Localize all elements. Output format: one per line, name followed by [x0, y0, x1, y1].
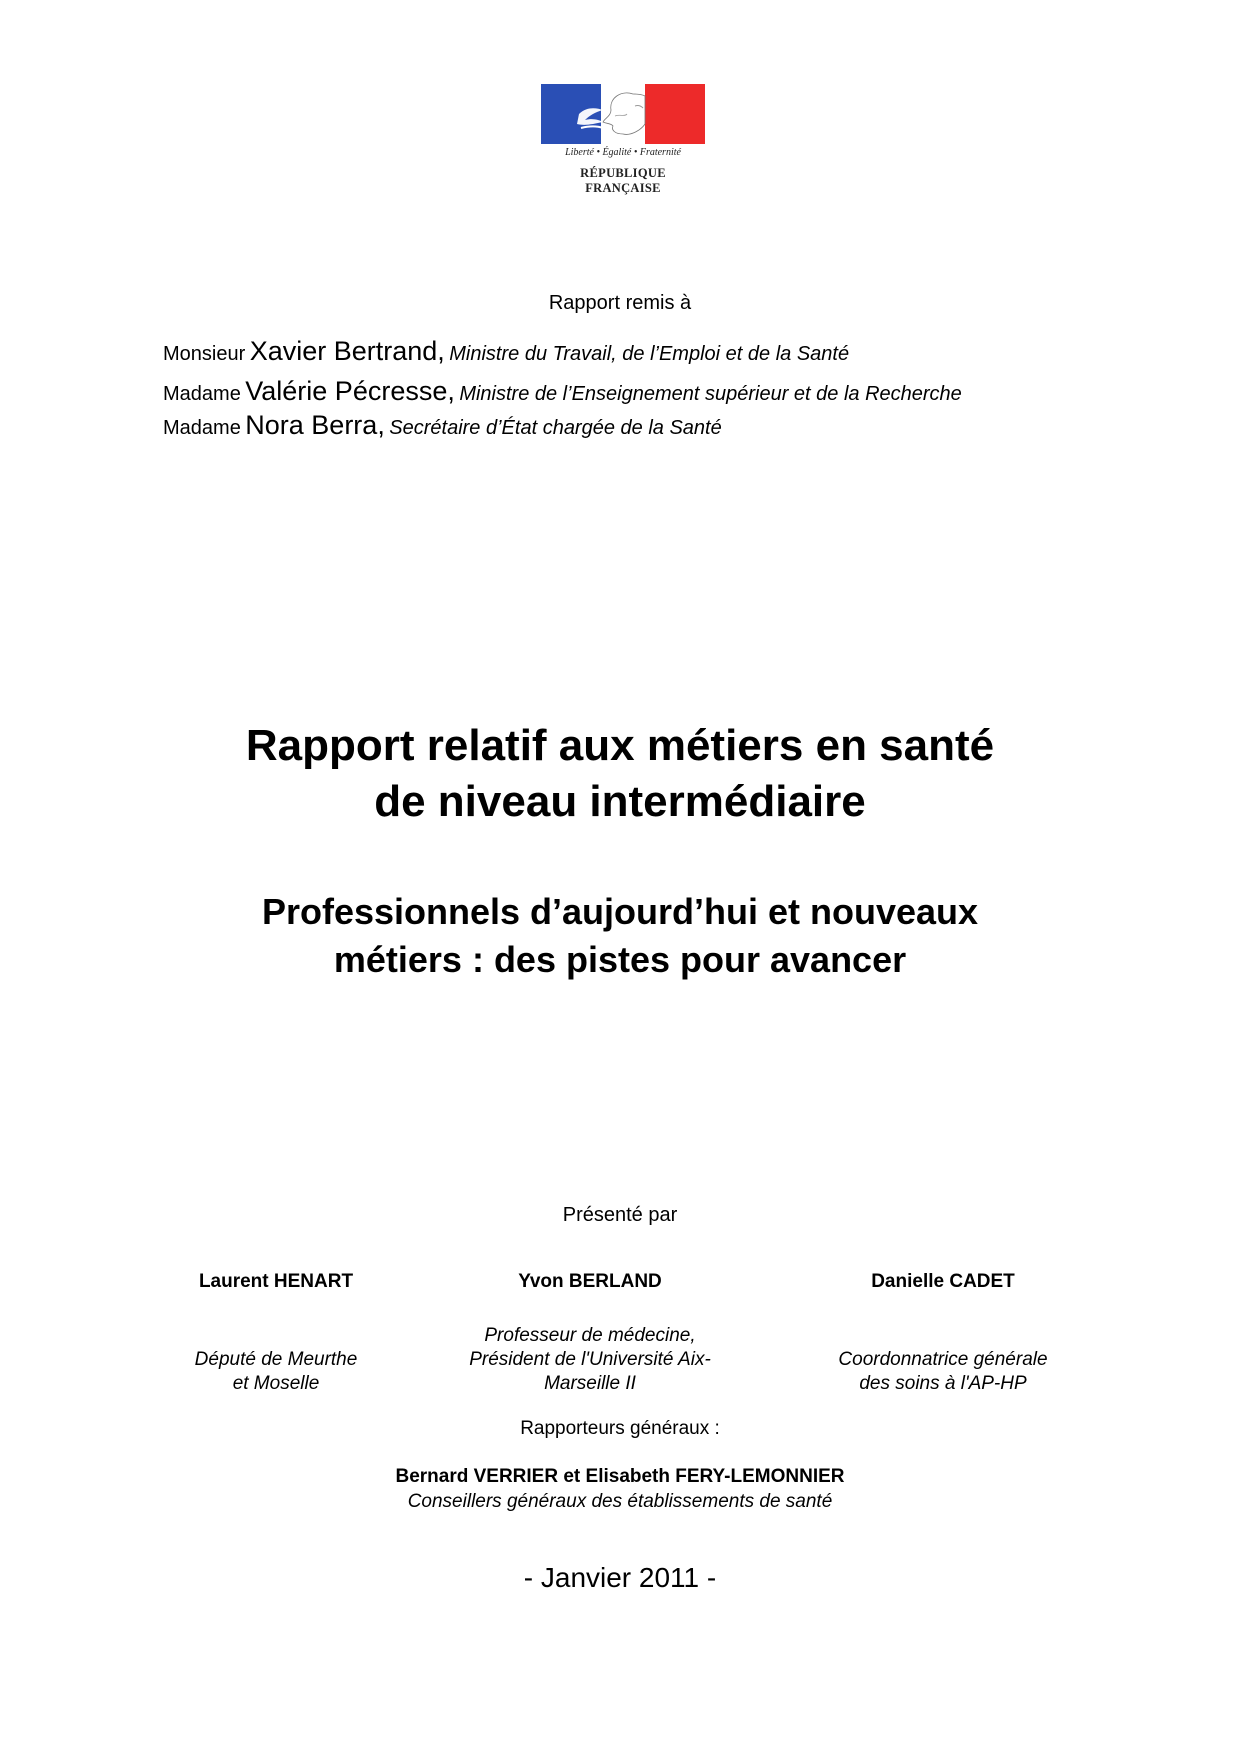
- report-title: [0, 718, 1240, 830]
- author-block: [126, 1270, 426, 1394]
- presented-by-label: Présenté par: [562, 1204, 678, 1226]
- recipient-name: Valérie Pécresse,: [245, 376, 455, 406]
- report-title-line: de niveau intermédiaire: [374, 777, 866, 826]
- marianne-flag-icon: [541, 84, 705, 144]
- author-role: [126, 1348, 426, 1396]
- recipient-line: [163, 336, 849, 367]
- logo-country: RÉPUBLIQUE FRANÇAISE: [580, 166, 666, 195]
- author-name: Laurent HENART: [198, 1271, 354, 1292]
- recipient-name: Xavier Bertrand,: [249, 336, 445, 366]
- author-role: [793, 1348, 1093, 1396]
- rapporteurs-label: Rapporteurs généraux :: [520, 1418, 720, 1439]
- author-block: [793, 1270, 1093, 1394]
- recipient-name: Nora Berra,: [245, 410, 385, 440]
- author-role-line: Président de l'Université Aix-: [469, 1349, 711, 1370]
- recipient-role: Secrétaire d’État chargée de la Santé: [389, 417, 722, 439]
- republique-francaise-logo: [541, 84, 705, 195]
- author-role-line: Coordonnatrice générale: [838, 1349, 1048, 1370]
- recipient-civility: Madame: [163, 383, 241, 405]
- report-date: - Janvier 2011 -: [523, 1562, 717, 1593]
- report-subtitle: [0, 888, 1240, 984]
- author-role: [440, 1324, 740, 1396]
- author-role-line: Professeur de médecine,: [484, 1325, 696, 1346]
- recipient-civility: Monsieur: [163, 343, 246, 365]
- author-role-line: Marseille II: [544, 1373, 636, 1394]
- report-subtitle-line: Professionnels d’aujourd’hui et nouveaux: [261, 891, 979, 932]
- author-name: Yvon BERLAND: [518, 1271, 662, 1292]
- report-submitted-to: Rapport remis à: [548, 292, 692, 314]
- rapporteurs-names: Bernard VERRIER et Elisabeth FERY-LEMONNIER: [395, 1466, 845, 1487]
- author-name: Danielle CADET: [871, 1271, 1015, 1292]
- recipient-role: Ministre de l’Enseignement supérieur et de la Recherche: [459, 383, 962, 405]
- author-block: [440, 1270, 740, 1394]
- recipient-line: [163, 376, 962, 407]
- rapporteurs-role: Conseillers généraux des établissements de santé: [407, 1491, 833, 1512]
- logo-motto: Liberté • Égalité • Fraternité: [565, 147, 681, 158]
- recipient-role: Ministre du Travail, de l’Emploi et de la Santé: [449, 343, 850, 365]
- author-role-line: et Moselle: [232, 1373, 320, 1394]
- author-role-line: Député de Meurthe: [194, 1349, 358, 1370]
- author-role-line: des soins à l'AP-HP: [859, 1373, 1027, 1394]
- recipient-line: [163, 410, 722, 441]
- recipient-civility: Madame: [163, 417, 241, 439]
- report-subtitle-line: métiers : des pistes pour avancer: [333, 939, 907, 980]
- report-title-line: Rapport relatif aux métiers en santé: [245, 721, 995, 770]
